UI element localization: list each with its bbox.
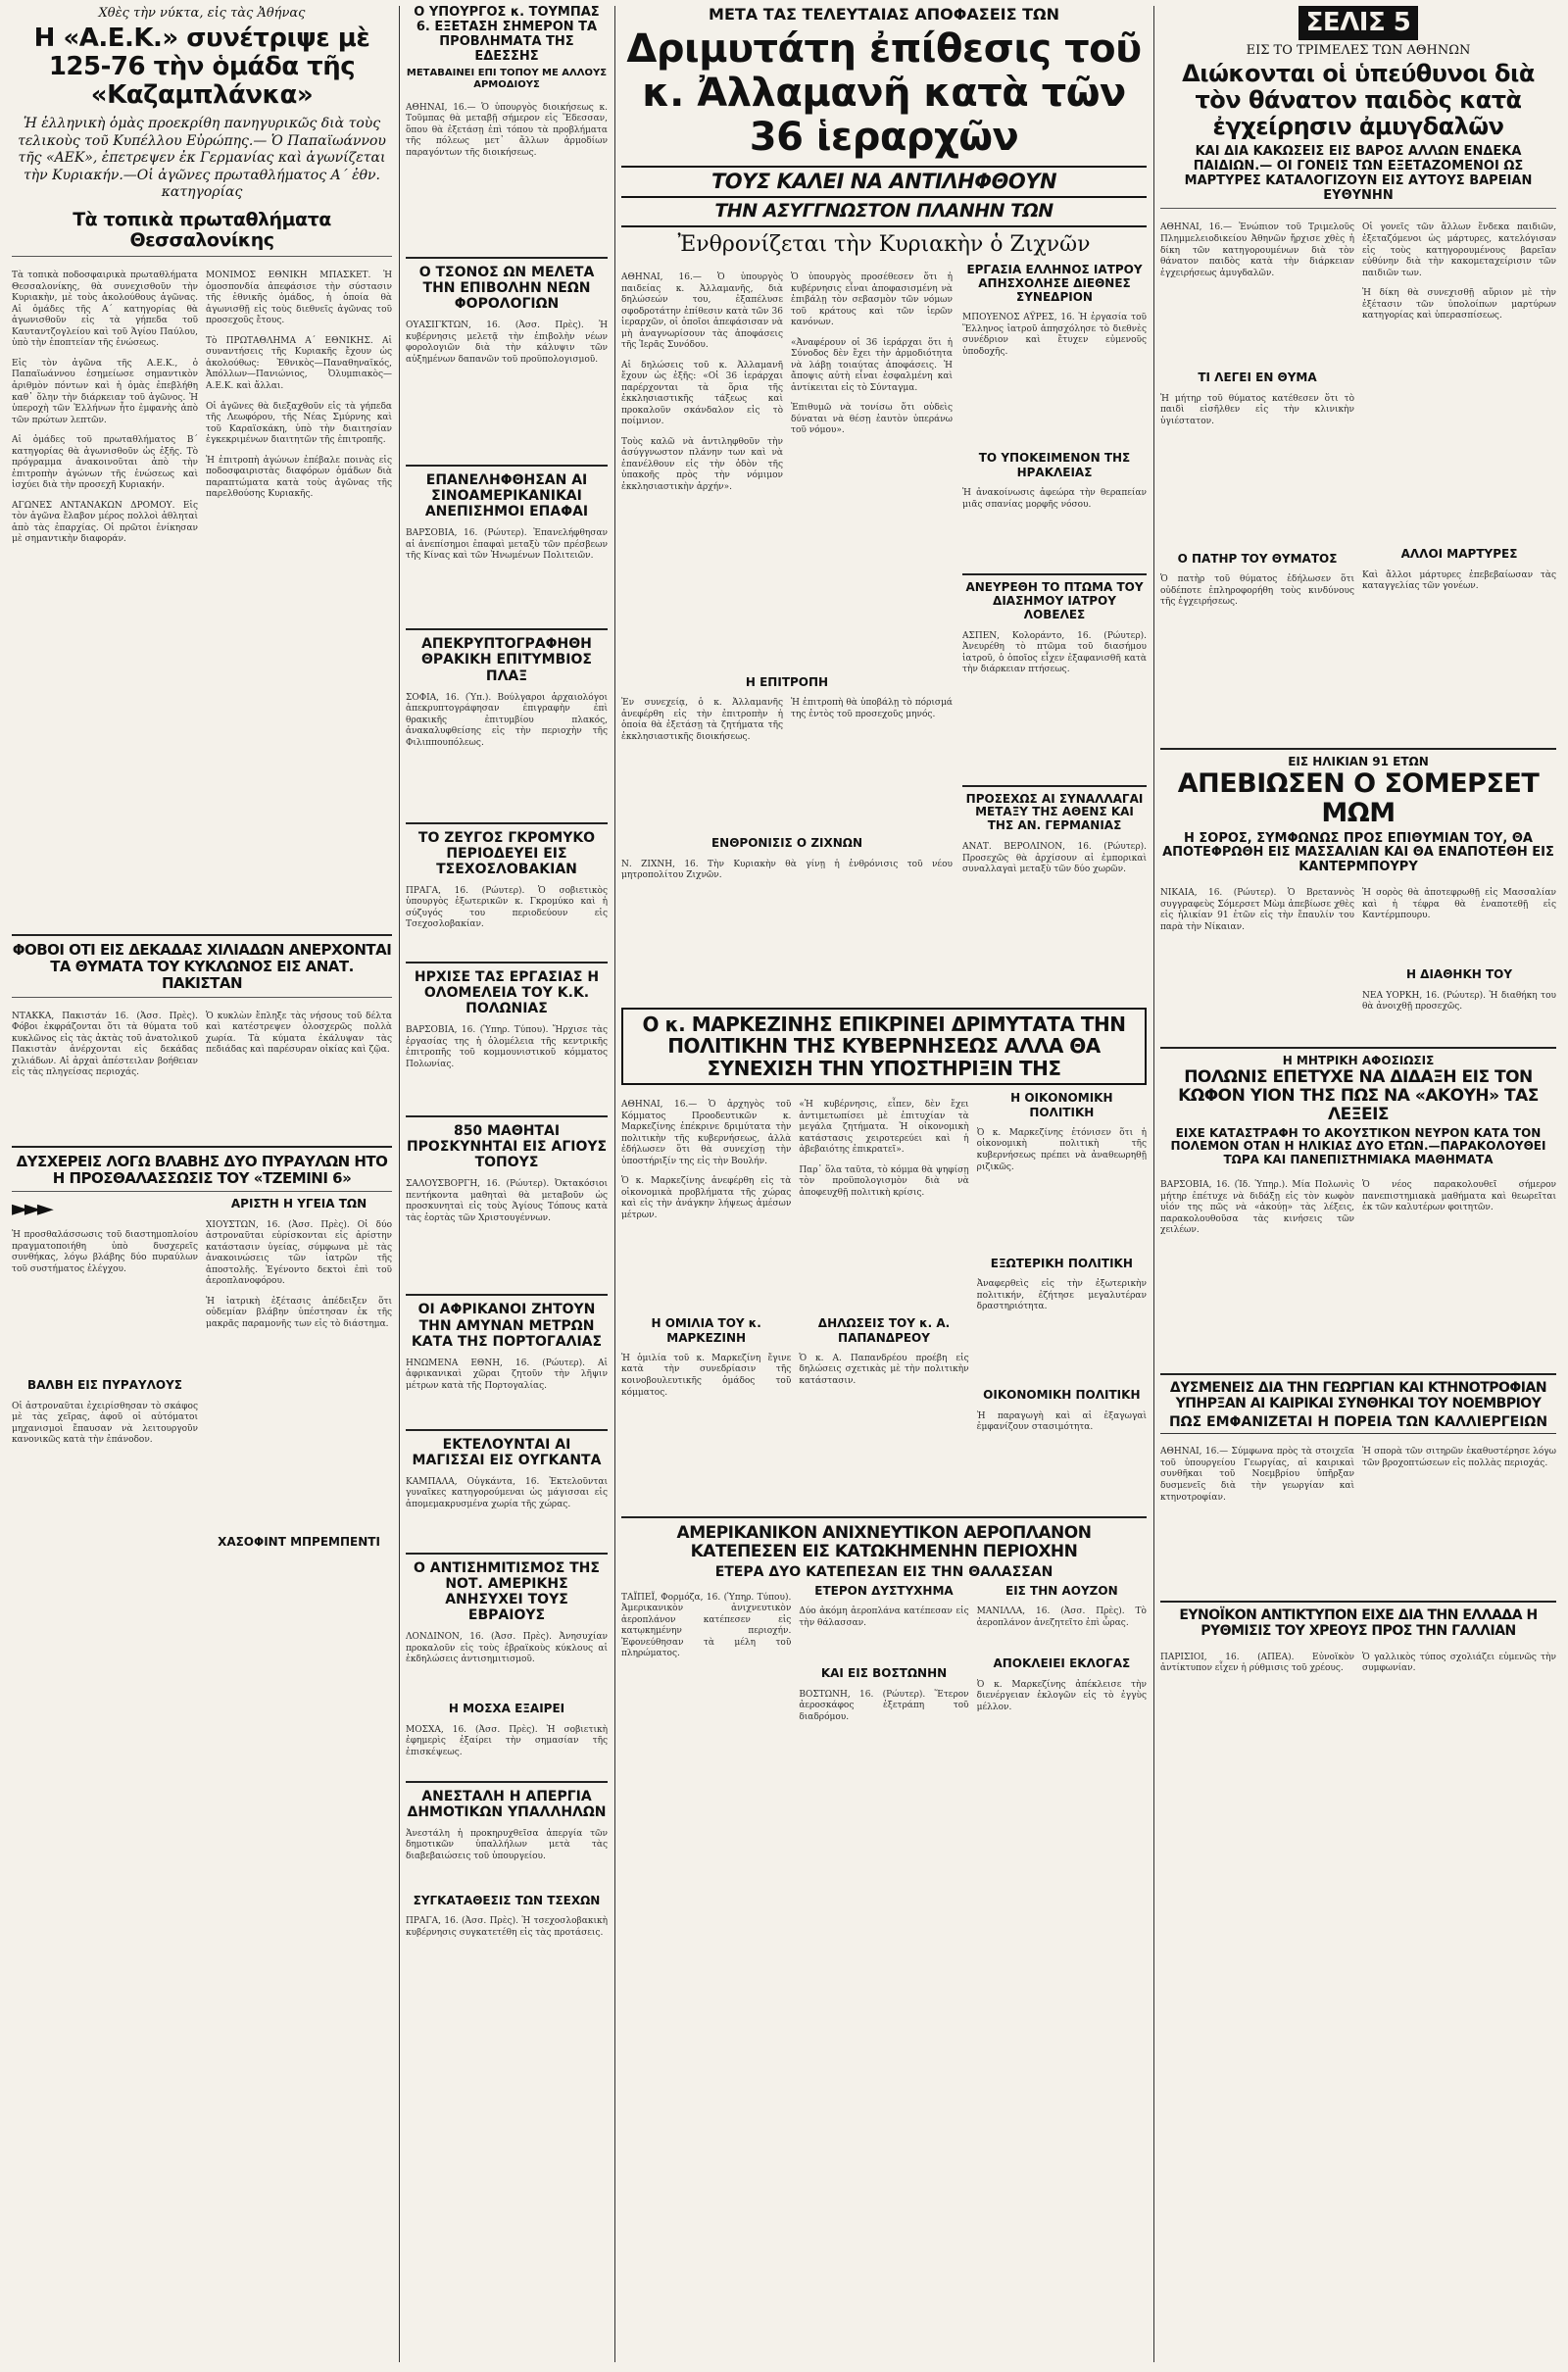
text-block: Ἐν συνεχείᾳ, ὁ κ. Ἀλλαμανῆς ἀνεφέρθη εἰς τὴν ἐπιτροπὴν ἡ ὁποία θὰ ἐξετάσῃ τὰ ζητήματα τῆς ἐκκλησιαστικῆς διοικήσεως.: [621, 698, 783, 742]
center-top-area: [621, 264, 1147, 1000]
headline-toumpas: Ο ΥΠΟΥΡΓΟΣ κ. ΤΟΥΜΠΑΣ 6. ΕΞΕΤΑΣΗ ΣΗΜΕΡΟΝ ΤΑ ΠΡΟΒΛΗΜΑΤΑ ΤΗΣ ΕΔΕΣΣΗΣ: [414, 6, 600, 64]
mitriki-article: [1160, 1171, 1556, 1367]
subhead-maugham: Η ΣΟΡΟΣ, ΣΥΜΦΩΝΩΣ ΠΡΟΣ ΕΠΙΘΥΜΙΑΝ ΤΟΥ, ΘΑ ΑΠΟΤΕΦΡΩΘΗ ΕΙΣ ΜΑΣΣΑΛΙΑΝ ΚΑΙ ΘΑ ΕΝΑΠΟΤΕΘΗ ΕΙΣ ΚΑΝΤΕΡΜΠΟΥΡΥ: [1162, 830, 1554, 875]
text-block: ΜΠΟΥΕΝΟΣ ΑΫΡΕΣ, 16. Ἡ ἐργασία τοῦ Ἕλληνος ἰατροῦ ἀπησχόλησε τὸ διεθνὲς συνέδριον καὶ ἔτυχεν εὐμενοῦς ὑποδοχῆς.: [962, 313, 1147, 357]
markezinis-banner: [621, 1008, 1147, 1085]
column-center: [621, 6, 1147, 2362]
label-diathiki: Η ΔΙΑΘΗΚΗ ΤΟΥ: [1405, 967, 1513, 982]
column-sports: [12, 6, 392, 2362]
text-block: ΑΝΑΤ. ΒΕΡΟΛΙΝΟΝ, 16. (Ρώυτερ). Προσεχῶς θὰ ἀρχίσουν αἱ ἐμπορικαὶ συναλλαγαὶ μεταξὺ τῶν δύο χωρῶν.: [962, 842, 1147, 875]
label-oikonomia: ΟΙΚΟΝΟΜΙΚΗ ΠΟΛΙΤΙΚΗ: [983, 1388, 1141, 1403]
divider: [1160, 1047, 1556, 1049]
subhead-georgia: ΠΩΣ ΕΜΦΑΝΙΖΕΤΑΙ Η ΠΟΡΕΙΑ ΤΩΝ ΚΑΛΛΙΕΡΓΕΙΩΝ: [1160, 1414, 1556, 1434]
divider: [962, 785, 1147, 787]
label-moscow: Η ΜΟΣΧΑ ΕΞΑΙΡΕΙ: [448, 1702, 565, 1716]
label-epitropi: Η ΕΠΙΤΡΟΠΗ: [745, 675, 829, 690]
text-block: ΑΘΗΝΑΙ, 16.— Ὁ ὑπουργὸς διοικήσεως κ. Τοῦμπας θὰ μεταβῇ σήμερον εἰς Ἔδεσσαν, ὅπου θὰ ἐξετάσῃ ἐπὶ τόπου τὰ προβλήματα τῆς πόλεως μετ᾿ ἄλλων ἁρμοδίων παραγόντων τῆς διοικήσεως.: [406, 102, 608, 158]
label-olympic: ΑΡΙΣΤΗ Η ΥΓΕΙΑ ΤΩΝ: [230, 1197, 368, 1211]
divider: [1160, 208, 1556, 209]
headline-mitriki: ΠΟΛΩΝΙΣ ΕΠΕΤΥΧΕ ΝΑ ΔΙΔΑΞΗ ΕΙΣ ΤΟΝ ΚΩΦΟΝ ΥΙΟΝ ΤΗΣ ΠΩΣ ΝΑ «ΑΚΟΥΗ» ΤΑΣ ΛΕΞΕΙΣ: [1178, 1066, 1539, 1124]
divider: [621, 1516, 1147, 1518]
label-zichnon: ΕΝΘΡΟΝΙΣΙΣ Ο ΖΙΧΝΩΝ: [710, 836, 863, 851]
divider: [406, 257, 608, 259]
column-news-short: [406, 6, 608, 2362]
headline-loveleis: ΑΝΕΥΡΕΘΗ ΤΟ ΠΤΩΜΑ ΤΟΥ ΔΙΑΣΗΜΟΥ ΙΑΤΡΟΥ ΛΟΒΕΛΕΣ: [965, 580, 1144, 621]
headline-polonia: ΗΡΧΙΣΕ ΤΑΣ ΕΡΓΑΣΙΑΣ Η ΟΛΟΜΕΛΕΙΑ ΤΟΥ Κ.Κ. ΠΟΛΩΝΙΑΣ: [414, 968, 600, 1017]
text-block: ΜΟΝΙΜΟΣ ΕΘΝΙΚΗ ΜΠΑΣΚΕΤ. Ἡ ὁμοσπονδία ἀπεφάσισε τὴν σύστασιν τῆς ἐθνικῆς ὁμάδος, ἡ ὁποία θὰ ἀγωνισθῇ εἰς τοὺς διεθνεῖς ἀγῶνας τοῦ προσεχοῦς ἔτους. Τὸ ΠΡΩΤΑΘΛΗΜΑ Α΄ ΕΘΝΙΚΗΣ. Αἱ συναντήσεις τῆς Κυριακῆς ἔχουν ὡς ἀκολούθως: Ἐθνικὸς—Παναθηναϊκός, Ἀπόλλων—Πανιώνιος, Ὀλυμπιακὸς—Α.Ε.Κ. καὶ ἄλλαι. Οἱ ἀγῶνες θὰ διεξαχθοῦν εἰς τὰ γήπεδα τῆς Λεωφόρου, τῆς Νέας Σμύρνης καὶ τοῦ Καραϊσκάκη, ὑπὸ τὴν διαιτησίαν ἐγκεκριμένων διαιτητῶν τῆς ἐπιτροπῆς. Ἡ ἐπιτροπὴ ἀγώνων ἐπέβαλε ποινὰς εἰς ποδοσφαιριστὰς διαφόρων ὁμάδων διὰ παραπτώματα κατὰ τοὺς ἀγῶνας τῆς παρελθούσης Κυριακῆς.: [206, 271, 392, 500]
column-rule: [1153, 6, 1154, 2362]
headline-chreos: ΕΥΝΟΪΚΟΝ ΑΝΤΙΚΤΥΠΟΝ ΕΙΧΕ ΔΙΑ ΤΗΝ ΕΛΛΑΔΑ Η ΡΥΘΜΙΣΙΣ ΤΟΥ ΧΡΕΟΥΣ ΠΡΟΣ ΤΗΝ ΓΑΛΛΙΑΝ: [1179, 1607, 1538, 1640]
text-block: Ν. ΖΙΧΝΗ, 16. Τὴν Κυριακὴν θὰ γίνῃ ἡ ἐνθρόνισις τοῦ νέου μητροπολίτου Ζιχνῶν.: [621, 859, 953, 881]
subhead-aeroplano: ΕΤΕΡΑ ΔΥΟ ΚΑΤΕΠΕΣΑΝ ΕΙΣ ΤΗΝ ΘΑΛΑΣΣΑΝ: [714, 1563, 1054, 1580]
headline-gemini: ΔΥΣΧΕΡΕΙΣ ΛΟΓΩ ΒΛΑΒΗΣ ΔΥΟ ΠΥΡΑΥΛΩΝ ΗΤΟ Η ΠΡΟΣΘΑΛΑΣΣΩΣΙΣ ΤΟΥ «ΤΖΕΜΙΝΙ 6»: [16, 1152, 388, 1187]
subhead-amygdala: ΚΑΙ ΔΙΑ ΚΑΚΩΣΕΙΣ ΕΙΣ ΒΑΡΟΣ ΑΛΛΩΝ ΕΝΔΕΚΑ ΠΑΙΔΙΩΝ.— ΟΙ ΓΟΝΕΙΣ ΤΩΝ ΕΞΕΤΑΖΟΜΕΝΟΙ ΩΣ ΜΑΡΤΥΡΕΣ ΚΑΤΑΛΟΓΙΖΟΥΝ ΕΙΣ ΑΥΤΟΥΣ ΒΑΡΕΙΑΝ ΕΥΘΥΝΗΝ: [1184, 143, 1533, 203]
text-block: ΠΡΑΓΑ, 16. (Ἀσσ. Πρὲς). Ἡ τσεχοσλοβακικὴ κυβέρνησις συγκατετέθη εἰς τὰς προτάσεις.: [406, 1916, 608, 1938]
kicker: Χθὲς τὴν νύκτα, εἰς τὰς Ἀθήνας: [98, 6, 306, 21]
text-block: ΟΥΑΣΙΓΚΤΩΝ, 16. (Ἀσσ. Πρὲς). Ἡ κυβέρνησις μελετᾷ τὴν ἐπιβολὴν νέων φορολογιῶν διὰ τὴν κάλυψιν τῶν αὐξημένων δαπανῶν τοῦ προϋπολογισμοῦ.: [406, 321, 608, 365]
divider: [12, 1146, 392, 1148]
georgia-article: [1160, 1438, 1556, 1595]
label-omilia: Η ΟΜΙΛΙΑ ΤΟΥ κ. ΜΑΡΚΕΖΙΝΗ: [651, 1316, 761, 1345]
subhead-toumpas: ΜΕΤΑΒΑΙΝΕΙ ΕΠΙ ΤΟΠΟΥ ΜΕ ΑΛΛΟΥΣ ΑΡΜΟΔΙΟΥΣ: [406, 67, 608, 90]
text-block: ΝΙΚΑΙΑ, 16. (Ρώυτερ). Ὁ Βρεταννὸς συγγραφεὺς Σόμερσετ Μὼμ ἀπεβίωσε χθὲς εἰς ἡλικίαν 91 ἐτῶν εἰς τὴν ἔπαυλίν του παρὰ τὴν Νίκαιαν.: [1160, 888, 1354, 932]
text-block: Ἡ ἀνακοίνωσις ἀφεώρα τὴν θεραπείαν μιᾶς σπανίας μορφῆς νόσου.: [962, 488, 1147, 510]
headline-amygdala: Διώκονται οἱ ὑπεύθυνοι διὰ τὸν θάνατον παιδὸς κατὰ ἐγχείρησιν ἀμυγδαλῶν: [1182, 60, 1535, 140]
divider: [406, 822, 608, 824]
headline-ektelountai: ΕΚΤΕΛΟΥΝΤΑΙ ΑΙ ΜΑΓΙΣΣΑΙ ΕΙΣ ΟΥΓΚΑΝΤΑ: [412, 1436, 602, 1468]
divider: [12, 934, 392, 936]
article-body: [621, 689, 953, 836]
arrow-decoration: ►►►: [12, 1197, 50, 1222]
text-block: ►►► Ἡ προσθαλάσσωσις τοῦ διαστημοπλοίου πραγματοποιήθη ὑπὸ δυσχερεῖς συνθήκας, λόγω βλάβης δύο πυραύλων τοῦ συστήματος ἐλέγχου. ΒΑΛΒΗ ΕΙΣ ΠΥΡΑΥΛΟΥΣ Οἱ ἀστροναῦται ἐχειρίσθησαν τὸ σκάφος μὲ τὰς χεῖρας, ἀφοῦ οἱ αὐτόματοι μηχανισμοὶ ἔπαυσαν νὰ λειτουργοῦν κανονικῶς κατὰ τὴν ἐπάνοδον.: [12, 1197, 198, 1446]
label-apokleiei: ΑΠΟΚΛΕΙΕΙ ΕΚΛΟΓΑΣ: [993, 1656, 1131, 1671]
text-block: ΑΘΗΝΑΙ, 16.— Σύμφωνα πρὸς τὰ στοιχεῖα τοῦ ὑπουργείου Γεωργίας, αἱ καιρικαὶ συνθῆκαι τοῦ Νοεμβρίου ὑπῆρξαν δυσμενεῖς διὰ τὴν γεωργίαν καὶ κτηνοτροφίαν.: [1160, 1447, 1354, 1503]
headline-aeroplano: ΑΜΕΡΙΚΑΝΙΚΟΝ ΑΝΙΧΝΕΥΤΙΚΟΝ ΑΕΡΟΠΛΑΝΟΝ ΚΑΤΕΠΕΣΕΝ ΕΙΣ ΚΑΤΩΚΗΜΕΝΗΝ ΠΕΡΙΟΧΗΝ: [676, 1522, 1092, 1561]
divider: [406, 465, 608, 467]
headline-gromyko: ΤΟ ΖΕΥΓΟΣ ΓΚΡΟΜΥΚΟ ΠΕΡΙΟΔΕΥΕΙ ΕΙΣ ΤΣΕΧΟΣΛΟΒΑΚΙΑΝ: [417, 829, 596, 877]
text-block: Ὁ κυκλὼν ἔπληξε τὰς νήσους τοῦ δέλτα καὶ κατέστρεψεν ὁλοσχερῶς πολλὰ χωρία. Τὰ κύματα ἐκάλυψαν τὰς πεδιάδας καὶ παρέσυραν οἰκίας καὶ ζῷα.: [206, 1011, 392, 1056]
article-body: [621, 264, 953, 675]
text-block: ΣΑΛΟΥΣΒΟΡΓΗ, 16. (Ρώυτερ). Ὀκτακόσιοι πεντήκοντα μαθηταὶ θὰ μεταβοῦν ὡς προσκυνηταὶ εἰς τοὺς Ἁγίους Τόπους κατὰ τὰς ἑορτὰς τῶν Χριστουγέννων.: [406, 1179, 608, 1223]
text-block: ΠΑΡΙΣΙΟΙ, 16. (ΑΠΕΑ). Εὐνοϊκὸν ἀντίκτυπον εἶχεν ἡ ρύθμισις τοῦ χρέους.: [1160, 1652, 1354, 1674]
text-block: Ὁ νέος παρακολουθεῖ σήμερον πανεπιστημιακὰ μαθήματα καὶ θεωρεῖται ἐκ τῶν καλυτέρων φοιτητῶν.: [1362, 1180, 1556, 1213]
kicker-allamanis: ΜΕΤΑ ΤΑΣ ΤΕΛΕΥΤΑΙΑΣ ΑΠΟΦΑΣΕΙΣ ΤΩΝ: [709, 6, 1059, 24]
page-badge-wrap: [1160, 6, 1556, 40]
divider: [406, 1781, 608, 1783]
text-block: Τὰ τοπικὰ ποδοσφαιρικὰ πρωταθλήματα Θεσσαλονίκης, θὰ συνεχισθοῦν τὴν Κυριακὴν, μὲ τοὺς ἀκολούθους ἀγῶνας. Αἱ ὁμάδες τῆς Α΄ κατηγορίας θὰ ἀγωνισθοῦν εἰς τὰ γήπεδα τοῦ Καυταντζογλείου καὶ τοῦ Ἁγίου Παύλου, ὑπὸ τὴν ἐποπτείαν τῆς ἐνώσεως. Εἰς τὸν ἀγῶνα τῆς Α.Ε.Κ., ὁ Παπαϊωάννου ἐσημείωσε σημαντικὸν ἀριθμὸν πόντων καὶ ἡ ὁμὰς ἐπεβλήθη καθ᾿ ὅλην τὴν διάρκειαν τοῦ ἀγῶνος. Ἡ ὑπεροχὴ τῶν Ἑλλήνων ἦτο ἐμφανὴς ἀπὸ τῶν πρώτων λεπτῶν. Αἱ ὁμάδες τοῦ πρωταθλήματος Β΄ κατηγορίας θὰ ἀγωνισθοῦν ὡς ἑξῆς. Τὸ πρόγραμμα ἀνακοινοῦται ἀπὸ τὴν ἐπιτροπὴν ἀγώνων τῆς ἐνώσεως καὶ ἰσχύει διὰ τὴν προσεχῆ Κυριακήν. ΑΓΩΝΕΣ ΑΝΤΑΝΑΚΩΝ ΔΡΟΜΟΥ. Εἰς τὸν ἀγῶνα ἔλαβον μέρος πολλοὶ ἀθληταὶ ἀπὸ τὰς ἐπαρχίας. Οἱ πρῶτοι ἐνίκησαν μὲ σημαντικὴν διαφοράν.: [12, 271, 198, 545]
headline-allamanis: Δριμυτάτη ἐπίθεσις τοῦ κ. Ἀλλαμανῆ κατὰ τῶν 36 ἱεραρχῶν: [626, 26, 1142, 160]
kicker-maugham: ΕΙΣ ΗΛΙΚΙΑΝ 91 ΕΤΩΝ: [1288, 755, 1429, 769]
allamanis-article: [621, 264, 953, 1000]
label-oikonomiki: Η ΟΙΚΟΝΟΜΙΚΗ ΠΟΛΙΤΙΚΗ: [1010, 1091, 1113, 1119]
divider: [12, 997, 392, 998]
text-block: ΑΣΠΕΝ, Κολοράντο, 16. (Ρώυτερ). Ἀνευρέθη τὸ πτῶμα τοῦ διασήμου ἰατροῦ, ὁ ὁποῖος εἶχεν ἐξαφανισθῆ κατὰ τὴν διάρκειαν πτήσεως.: [962, 630, 1147, 675]
label-pateras: Ο ΠΑΤΗΡ ΤΟΥ ΘΥΜΑΤΟΣ: [1177, 551, 1338, 566]
headline-markezinis: Ο κ. ΜΑΡΚΕΖΙΝΗΣ ΕΠΙΚΡΙΝΕΙ ΔΡΙΜΥΤΑΤΑ ΤΗΝ ΠΟΛΙΤΙΚΗΝ ΤΗΣ ΚΥΒΕΡΝΗΣΕΩΣ ΑΛΛΑ ΘΑ ΣΥΝΕΧΙΣΗ ΤΗΝ ΥΠΟΣΤΗΡΙΞΙΝ ΤΗΣ: [642, 1013, 1126, 1080]
headline-pakistan: ΦΟΒΟΙ ΟΤΙ ΕΙΣ ΔΕΚΑΔΑΣ ΧΙΛΙΑΔΩΝ ΑΝΕΡΧΟΝΤΑΙ ΤΑ ΘΥΜΑΤΑ ΤΟΥ ΚΥΚΛΩΝΟΣ ΕΙΣ ΑΝΑΤ. ΠΑΚΙΣΤΑΝ: [12, 941, 392, 992]
text-block: ΗΝΩΜΕΝΑ ΕΘΝΗ, 16. (Ρώυτερ). Αἱ ἀφρικανικαὶ χῶραι ζητοῦν τὴν λῆψιν μέτρων κατὰ τῆς Πορτογαλίας.: [406, 1358, 608, 1391]
text-block: ΜΟΣΧΑ, 16. (Ἀσσ. Πρὲς). Ἡ σοβιετικὴ ἐφημερὶς ἐξαίρει τὴν σημασίαν τῆς ἐπισκέψεως.: [406, 1724, 608, 1757]
divider: [406, 628, 608, 630]
text-block: Οἱ γονεῖς τῶν ἄλλων ἕνδεκα παιδιῶν, ἐξεταζόμενοι ὡς μάρτυρες, κατελόγισαν εἰς τοὺς κατηγορουμένους βαρεῖαν εὐθύνην διὰ τὴν κακομεταχείρισιν τῶν παιδιῶν των. Ἡ δίκη θὰ συνεχισθῇ αὔριον μὲ τὴν ἐξέτασιν τῶν ὑπολοίπων μαρτύρων κατηγορίας καὶ ὑπερασπίσεως. ΑΛΛΟΙ ΜΑΡΤΥΡΕΣ Καὶ ἄλλοι μάρτυρες ἐπεβεβαίωσαν τὰς καταγγελίας τῶν γονέων.: [1362, 222, 1556, 592]
label-irakleio: ΤΟ ΥΠΟΚΕΙΜΕΝΟΝ ΤΗΣ ΗΡΑΚΛΕΙΑΣ: [978, 451, 1131, 479]
label-aeroplano2: ΕΤΕΡΟΝ ΔΥΣΤΥΧΗΜΑ: [814, 1583, 954, 1598]
text-block: «Ἡ κυβέρνησις, εἶπεν, δὲν ἔχει ἀντιμετωπίσει μὲ ἐπιτυχίαν τὰ μεγάλα ζητήματα. Ἡ οἰκονομικὴ κατάστασις χειροτερεύει καὶ ἡ ἀβεβαιότης ἐπικρατεῖ». Παρ᾿ ὅλα ταῦτα, τὸ κόμμα θὰ ψηφίσῃ τὸν προϋπολογισμὸν διὰ νὰ ἀποφευχθῇ πολιτικὴ κρίσις. ΔΗΛΩΣΕΙΣ ΤΟΥ κ. Α. ΠΑΠΑΝΔΡΕΟΥ Ὁ κ. Α. Παπανδρέου προέβη εἰς δηλώσεις σχετικὰς μὲ τὴν πολιτικὴν κατάστασιν.: [799, 1100, 969, 1386]
headline-georgia: ΔΥΣΜΕΝΕΙΣ ΔΙΑ ΤΗΝ ΓΕΩΡΓΙΑΝ ΚΑΙ ΚΤΗΝΟΤΡΟΦΙΑΝ ΥΠΗΡΞΑΝ ΑΙ ΚΑΙΡΙΚΑΙ ΣΥΝΘΗΚΑΙ ΤΟΥ ΝΟΕΜΒΡΙΟΥ: [1169, 1380, 1547, 1411]
markezinis-article: [621, 1091, 1147, 1510]
headline-synallagai: ΠΡΟΣΕΧΩΣ ΑΙ ΣΥΝΑΛΛΑΓΑΙ ΜΕΤΑΞΥ ΤΗΣ ΑΘΕΝΣ ΚΑΙ ΤΗΣ ΑΝ. ΓΕΡΜΑΝΙΑΣ: [965, 791, 1144, 833]
text-block: ΤΑΪΠΕΪ, Φορμόζα, 16. (Ὑπηρ. Τύπου). Ἀμερικανικὸν ἀνιχνευτικὸν ἀεροπλάνον κατέπεσεν εἰς κατῳκημένην περιοχήν. Ἐφονεύθησαν τὰ μέλη τοῦ πληρώματος.: [621, 1592, 792, 1659]
text-block: ΝΤΑΚΚΑ, Πακιστάν 16. (Ἀσσ. Πρὲς). Φόβοι ἐκφράζονται ὅτι τὰ θύματα τοῦ κυκλῶνος εἰς τὰς ἀκτὰς τοῦ ἀνατολικοῦ Πακιστὰν ἀνέρχονται εἰς δεκάδας χιλιάδων. Αἱ ἀρχαὶ ἀπέστειλαν βοήθειαν εἰς τὰς πληγείσας περιοχάς.: [12, 1011, 198, 1078]
article-body: [12, 1003, 392, 1140]
column-rule: [614, 6, 615, 2362]
divider: [406, 1429, 608, 1431]
text-block: ΕΙΣ ΤΗΝ ΑΟΥΖΟΝ ΜΑΝΙΛΛΑ, 16. (Ἀσσ. Πρὲς). Τὸ ἀεροπλάνον ἀνεζητεῖτο ἐπὶ ὧρας. ΑΠΟΚΛΕΙΕΙ ΕΚΛΟΓΑΣ Ὁ κ. Μαρκεζίνης ἀπέκλεισε τὴν διενέργειαν ἐκλογῶν εἰς τὸ ἐγγὺς μέλλον.: [976, 1583, 1147, 1712]
text-block: Ἀνεστάλη ἡ προκηρυχθεῖσα ἀπεργία τῶν δημοτικῶν ὑπαλλήλων μετὰ τὰς διαβεβαιώσεις τοῦ ὑπουργείου.: [406, 1828, 608, 1861]
text-block: Ὁ ὑπουργὸς προσέθεσεν ὅτι ἡ κυβέρνησις εἶναι ἀποφασισμένη νὰ ἐπιβάλῃ τὸν σεβασμὸν τῶν νόμων τοῦ κράτους καὶ τῶν ἱερῶν κανόνων. «Ἀναφέρουν οἱ 36 ἱεράρχαι ὅτι ἡ Σύνοδος δὲν ἔχει τὴν ἁρμοδιότητα νὰ λάβῃ τοιαύτας ἀποφάσεις. Ἡ ἄποψις αὐτὴ εἶναι ἐσφαλμένη καὶ ἀντίκειται εἰς τὸ Σύνταγμα. Ἐπιθυμῶ νὰ τονίσω ὅτι οὐδεὶς δύναται νὰ θέσῃ ἑαυτὸν ὑπεράνω τοῦ νόμου».: [791, 272, 953, 436]
divider: [12, 256, 392, 257]
center-right-sub: [962, 264, 1147, 1000]
divider: [1160, 1373, 1556, 1375]
headline-antisem: Ο ΑΝΤΙΣΗΜΙΤΙΣΜΟΣ ΤΗΣ ΝΟΤ. ΑΜΕΡΙΚΗΣ ΑΝΗΣΥΧΕΙ ΤΟΥΣ ΕΒΡΑΙΟΥΣ: [414, 1559, 600, 1624]
headline-thraki: ΑΠΕΚΡΥΠΤΟΓΡΑΦΗΘΗ ΘΡΑΚΙΚΗ ΕΠΙΤΥΜΒΙΟΣ ΠΛΑΞ: [421, 636, 592, 684]
headline-sino: ΕΠΑΝΕΛΗΦΘΗΣΑΝ ΑΙ ΣΙΝΟΑΜΕΡΙΚΑΝΙΚΑΙ ΑΝΕΠΙΣΗΜΟΙ ΕΠΑΦΑΙ: [424, 472, 589, 520]
subhead-mitriki: ΕΙΧΕ ΚΑΤΑΣΤΡΑΦΗ ΤΟ ΑΚΟΥΣΤΙΚΟΝ ΝΕΥΡΟΝ ΚΑΤΑ ΤΟΝ ΠΟΛΕΜΟΝ ΟΤΑΝ Η ΗΛΙΚΙΑΣ ΔΥΟ ΕΤΩΝ.—ΠΑΡΑΚΟΛΟΥΘΕΙ ΤΩΡΑ ΚΑΙ ΠΑΝΕΠΙΣΤΗΜΙΑΚΑ ΜΑΘΗΜΑΤΑ: [1170, 1125, 1546, 1167]
column-right: [1160, 6, 1556, 2362]
headline-iatroi: ΕΡΓΑΣΙΑ ΕΛΛΗΝΟΣ ΙΑΤΡΟΥ ΑΠΗΣΧΟΛΗΣΕ ΔΙΕΘΝΕΣ ΣΥΝΕΔΡΙΟΝ: [966, 263, 1143, 304]
text-block: ΕΤΕΡΟΝ ΔΥΣΤΥΧΗΜΑ Δύο ἀκόμη ἀεροπλάνα κατέπεσαν εἰς τὴν θάλασσαν. ΚΑΙ ΕΙΣ ΒΟΣΤΩΝΗΝ ΒΟΣΤΩΝΗ, 16. (Ρώυτερ). Ἕτερον ἀεροσκάφος ἐξετράπη τοῦ διαδρόμου.: [799, 1583, 969, 1722]
label-alloi: ΑΛΛΟΙ ΜΑΡΤΥΡΕΣ: [1400, 547, 1518, 562]
text-block: Ὁ γαλλικὸς τύπος σχολιάζει εὐμενῶς τὴν συμφωνίαν.: [1362, 1652, 1556, 1674]
label-papandreou: ΔΗΛΩΣΕΙΣ ΤΟΥ κ. Α. ΠΑΠΑΝΔΡΕΟΥ: [817, 1316, 951, 1345]
divider: [406, 1294, 608, 1296]
text-block: ΑΘΗΝΑΙ, 16.— Ὁ ὑπουργὸς παιδείας κ. Ἀλλαμανῆς, διὰ δηλώσεών του, ἐξαπέλυσε σφοδροτάτην ἐπίθεσιν κατὰ τῶν 36 ἱεραρχῶν, οἱ ὁποῖοι ἀπεφάσισαν νὰ μὴ ἀναγνωρίσουν τὰς ἀποφάσεις τῆς Ἱερᾶς Συνόδου. Αἱ δηλώσεις τοῦ κ. Ἀλλαμανῆ ἔχουν ὡς ἑξῆς: «Οἱ 36 ἱεράρχαι παρέρχονται τὰ ὅρια τῆς ἐκκλησιαστικῆς τάξεως καὶ προκαλοῦν σκάνδαλον εἰς τὸ ποίμνιον. Τοὺς καλῶ νὰ ἀντιληφθοῦν τὴν ἀσύγγνωστον πλάνην των καὶ νὰ ἐπανέλθουν εἰς τὴν ὁδὸν τῆς ὑπακοῆς πρὸς τὴν νόμιμον ἐκκλησιαστικὴν ἀρχήν».: [621, 272, 783, 492]
label-vostoni: ΚΑΙ ΕΙΣ ΒΟΣΤΩΝΗΝ: [820, 1666, 948, 1681]
label-fyma: ΤΙ ΛΕΓΕΙ ΕΝ ΘΥΜΑ: [1198, 371, 1317, 385]
label-vali: ΒΑΛΒΗ ΕΙΣ ΠΥΡΑΥΛΟΥΣ: [26, 1378, 182, 1393]
headline-apergia: ΑΝΕΣΤΑΛΗ Η ΑΠΕΡΓΙΑ ΔΗΜΟΤΙΚΩΝ ΥΠΑΛΛΗΛΩΝ: [407, 1788, 607, 1820]
divider: [1160, 748, 1556, 750]
text-block: ΒΑΡΣΟΒΙΑ, 16. (Ρώυτερ). Ἐπανελήφθησαν αἱ ἀνεπίσημοι ἐπαφαὶ μεταξὺ τῶν πρέσβεων τῆς Κίνας καὶ τῶν Ἡνωμένων Πολιτειῶν.: [406, 528, 608, 562]
text-block: ΒΑΡΣΟΒΙΑ, 16. (Ἰδ. Ὑπηρ.). Μία Πολωνὶς μήτηρ ἐπέτυχε νὰ διδάξῃ εἰς τὸν κωφὸν υἱόν της πῶς νὰ «ἀκούῃ» τὰς λέξεις, παρακολουθοῦσα τὰς κινήσεις τῶν χειλέων.: [1160, 1180, 1354, 1236]
divider: [406, 1115, 608, 1117]
subhead-plani: ΤΗΝ ΑΣΥΓΓΝΩΣΤΟΝ ΠΛΑΝΗΝ ΤΩΝ: [621, 201, 1147, 226]
headline-850: 850 ΜΑΘΗΤΑΙ ΠΡΟΣΚΥΝΗΤΑΙ ΕΙΣ ΑΓΙΟΥΣ ΤΟΠΟΥΣ: [406, 1123, 608, 1171]
text-block: ΠΡΑΓΑ, 16. (Ρώυτερ). Ὁ σοβιετικὸς ὑπουργὸς ἐξωτερικῶν κ. Γκρομύκο καὶ ἡ σύζυγός του περιοδεύουν εἰς Τσεχοσλοβακίαν.: [406, 885, 608, 930]
aeroplano-article: [621, 1584, 1147, 1751]
divider: [962, 573, 1147, 575]
kicker-mitriki: Η ΜΗΤΡΙΚΗ ΑΦΟΣΙΩΣΙΣ: [1282, 1053, 1435, 1067]
text-block: ΑΘΗΝΑΙ, 16.— Ἐνώπιον τοῦ Τριμελοῦς Πλημμελειοδικείου Ἀθηνῶν ἤρχισε χθὲς ἡ δίκη τῶν κατηγορουμένων διὰ τὸν θάνατον παιδὸς κατὰ τὴν διάρκειαν ἐγχειρήσεως ἀμυγδαλῶν. ΤΙ ΛΕΓΕΙ ΕΝ ΘΥΜΑ Ἡ μήτηρ τοῦ θύματος κατέθεσεν ὅτι τὸ παιδὶ εἰσῆλθεν εἰς τὴν κλινικὴν ὑγιέστατον. Ο ΠΑΤΗΡ ΤΟΥ ΘΥΜΑΤΟΣ Ὁ πατὴρ τοῦ θύματος ἐδήλωσεν ὅτι οὐδέποτε ἐπληροφορήθη τοὺς κινδύνους τῆς ἐγχειρήσεως.: [1160, 222, 1354, 608]
divider: [1160, 1601, 1556, 1603]
text-block: ΑΡΙΣΤΗ Η ΥΓΕΙΑ ΤΩΝ ΧΙΟΥΣΤΩΝ, 16. (Ἀσσ. Πρὲς). Οἱ δύο ἀστροναῦται εὑρίσκονται εἰς ἀρίστην κατάστασιν ὑγείας, σύμφωνα μὲ τὰς ἀνακοινώσεις τῶν ἰατρῶν τῆς ἀποστολῆς. Ἐγένοντο δεκτοὶ ἐπὶ τοῦ ἀεροπλανοφόρου. Ἡ ἰατρικὴ ἐξέτασις ἀπέδειξεν ὅτι οὐδεμίαν βλάβην ὑπέστησαν ἐκ τῆς μακρᾶς παραμονῆς των εἰς τὸ διάστημα. ΧΑΣΟΦΙΝΤ ΜΠΡΕΜΠΕΝΤΙ: [206, 1197, 392, 1549]
text-block: Ἡ σπορὰ τῶν σιτηρῶν ἐκαθυστέρησε λόγω τῶν βροχοπτώσεων εἰς πολλὰς περιοχάς.: [1362, 1447, 1556, 1468]
kicker-trimeles: ΕΙΣ ΤΟ ΤΡΙΜΕΛΕΣ ΤΩΝ ΑΘΗΝΩΝ: [1246, 43, 1471, 59]
text-block: ΛΟΝΔΙΝΟΝ, 16. (Ἀσσ. Πρὲς). Ἀνησυχίαν προκαλοῦν εἰς τοὺς ἑβραϊκοὺς κύκλους αἱ ἐκδηλώσεις ἀντισημιτισμοῦ.: [406, 1632, 608, 1665]
text-block: ΚΑΜΠΑΛΑ, Οὐγκάντα, 16. Ἐκτελοῦνται γυναῖκες κατηγορούμεναι ὡς μάγισσαι εἰς ἀπομεμακρυσμένα χωρία τῆς χώρας.: [406, 1476, 608, 1509]
text-block: Η ΟΙΚΟΝΟΜΙΚΗ ΠΟΛΙΤΙΚΗ Ὁ κ. Μαρκεζίνης ἐτόνισεν ὅτι ἡ οἰκονομικὴ πολιτικὴ τῆς κυβερνήσεως πρέπει νὰ ἀναθεωρηθῇ ριζικῶς. ΕΞΩΤΕΡΙΚΗ ΠΟΛΙΤΙΚΗ Ἀναφερθεὶς εἰς τὴν ἐξωτερικὴν πολιτικήν, ἐζήτησε μεγαλυτέραν δραστηριότητα. ΟΙΚΟΝΟΜΙΚΗ ΠΟΛΙΤΙΚΗ Ἡ παραγωγὴ καὶ αἱ ἐξαγωγαὶ ἐμφανίζουν στασιμότητα.: [976, 1091, 1147, 1433]
deck-aek: Ἡ ἑλληνικὴ ὁμὰς προεκρίθη πανηγυρικῶς διὰ τοὺς τελικοὺς τοῦ Κυπέλλου Εὐρώπης.— Ὁ Παπαϊωάννου τῆς «ΑΕΚ», ἐπετρεψεν ἐκ Γερμανίας καὶ ἀγωνίζεται τὴν Κυριακήν.—Οἱ ἀγῶνες πρωταθλήματος Α΄ ἐθν. κατηγορίας: [18, 116, 386, 201]
article-body: [12, 262, 392, 928]
chreos-article: [1160, 1644, 1556, 1703]
article-body: [12, 1197, 392, 1558]
label-eksoteriki: ΕΞΩΤΕΡΙΚΗ ΠΟΛΙΤΙΚΗ: [990, 1256, 1133, 1270]
divider: [406, 962, 608, 964]
label-end: ΧΑΣΟΦΙΝΤ ΜΠΡΕΜΠΕΝΤΙ: [218, 1534, 380, 1549]
subhead-kalei: ΤΟΥΣ ΚΑΛΕΙ ΝΑ ΑΝΤΙΛΗΦΘΟΥΝ: [621, 166, 1147, 199]
text-block: ΒΑΡΣΟΒΙΑ, 16. (Ὑπηρ. Τύπου). Ἤρχισε τὰς ἐργασίας της ἡ ὁλομέλεια τῆς κεντρικῆς ἐπιτροπῆς τοῦ κομμουνιστικοῦ κόμματος Πολωνίας.: [406, 1025, 608, 1069]
headline-tsonos: Ο ΤΣΟΝΟΣ ΩΝ ΜΕΛΕΤΑ ΤΗΝ ΕΠΙΒΟΛΗΝ ΝΕΩΝ ΦΟΡΟΛΟΓΙΩΝ: [418, 264, 595, 312]
text-block: ΣΟΦΙΑ, 16. (Ὑπ.). Βούλγαροι ἀρχαιολόγοι ἀπεκρυπτογράφησαν ἐπιγραφὴν ἐπὶ θρακικῆς ἐπιτυμβίου πλακός, ἀνακαλυφθείσης εἰς τὴν περιοχὴν τῆς Φιλιππουπόλεως.: [406, 692, 608, 748]
headline-aek: Η «Α.Ε.Κ.» συνέτριψε μὲ 125-76 τὴν ὁμάδα τῆς «Καζαμπλάνκα»: [33, 24, 370, 111]
subhead-zichnon: Ἐνθρονίζεται τὴν Κυριακὴν ὁ Ζιχνῶν: [677, 231, 1091, 257]
divider: [12, 1191, 392, 1192]
divider: [406, 1553, 608, 1555]
text-block: ΑΘΗΝΑΙ, 16.— Ὁ ἀρχηγὸς τοῦ Κόμματος Προοδευτικῶν κ. Μαρκεζίνης ἐπέκρινε δριμύτατα τὴν πολιτικὴν τῆς κυβερνήσεως, ἀλλὰ ἐδήλωσεν ὅτι θὰ συνεχίσῃ τὴν ὑποστήριξίν της εἰς τὴν Βουλήν. Ὁ κ. Μαρκεζίνης ἀνεφέρθη εἰς τὰ οἰκονομικὰ προβλήματα τῆς χώρας καὶ εἰς τὴν ἀνάγκην λήψεως ἀμέσων μέτρων. Η ΟΜΙΛΙΑ ΤΟΥ κ. ΜΑΡΚΕΖΙΝΗ Ἡ ὁμιλία τοῦ κ. Μαρκεζίνη ἔγινε κατὰ τὴν συνεδρίασιν τῆς κοινοβουλευτικῆς ὁμάδος τοῦ κόμματος.: [621, 1100, 792, 1398]
label-doson: ΕΙΣ ΤΗΝ ΑΟΥΖΟΝ: [1005, 1583, 1118, 1598]
label-sygkatathesi: ΣΥΓΚΑΤΑΘΕΣΙΣ ΤΩΝ ΤΣΕΧΩΝ: [413, 1893, 601, 1907]
headline-afrikanoi: ΟΙ ΑΦΡΙΚΑΝΟΙ ΖΗΤΟΥΝ ΤΗΝ ΑΜΥΝΑΝ ΜΕΤΡΩΝ ΚΑΤΑ ΤΗΣ ΠΟΡΤΟΓΑΛΙΑΣ: [411, 1302, 603, 1350]
subhead-thessaloniki: Τὰ τοπικὰ πρωταθλήματα Θεσσαλονίκης: [73, 208, 331, 252]
text-block: Ἡ ἐπιτροπὴ θὰ ὑποβάλῃ τὸ πόρισμά της ἐντὸς τοῦ προσεχοῦς μηνός.: [791, 698, 953, 719]
column-rule: [399, 6, 400, 2362]
amygdala-article: [1160, 214, 1556, 742]
maugham-article: [1160, 879, 1556, 1040]
page-badge: ΣΕΛΙΣ 5: [1298, 6, 1419, 40]
headline-maugham: ΑΠΕΒΙΩΣΕΝ Ο ΣΟΜΕΡΣΕΤ ΜΩΜ: [1177, 768, 1540, 829]
text-block: Ἡ σορὸς θὰ ἀποτεφρωθῇ εἰς Μασσαλίαν καὶ ἡ τέφρα θὰ ἐναποτεθῇ εἰς Καντέρμπουρυ. Η ΔΙΑΘΗΚΗ ΤΟΥ ΝΕΑ ΥΟΡΚΗ, 16. (Ρώυτερ). Ἡ διαθήκη του θὰ ἀνοιχθῇ προσεχῶς.: [1362, 888, 1556, 1013]
